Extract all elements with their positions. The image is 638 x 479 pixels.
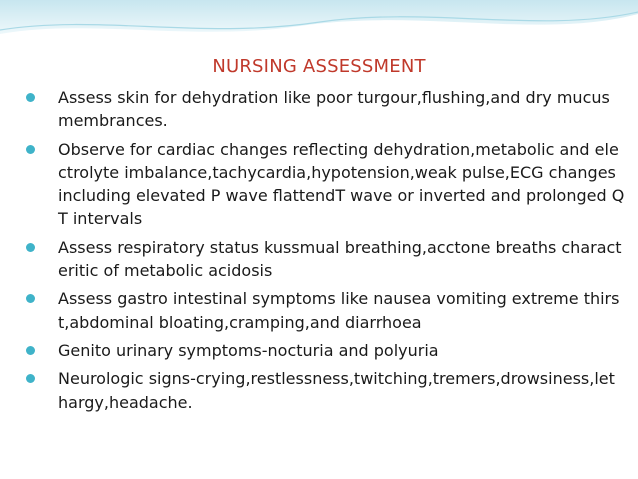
list-item xyxy=(20,86,625,133)
bullet-icon xyxy=(26,346,35,355)
list-item-text: Assess gastro intestinal symptoms like nausea vomiting extreme thirst,abdominal bloating,cramping,and diarrhoea xyxy=(58,289,620,332)
list-item xyxy=(20,367,625,414)
page-title: NURSING ASSESSMENT xyxy=(212,56,426,77)
bullet-list xyxy=(20,86,625,419)
bullet-icon xyxy=(26,374,35,383)
bullet-icon xyxy=(26,243,35,252)
band-fill xyxy=(0,0,638,34)
list-item-text: Assess respiratory status kussmual breathing,acctone breaths characteritic of metabolic acidosis xyxy=(58,237,622,281)
list-item-text: Neurologic signs-crying,restlessness,twitching,tremers,drowsiness,lethargy,headache. xyxy=(58,369,615,412)
bullet-icon xyxy=(26,93,35,102)
list-item-text: Observe for cardiac changes reflecting dehydration,metabolic and electrolyte imbalance,tachycardia,hypotension,weak pulse,ECG changes including elevated P wave flattendT wave or inverted and prolonged QT intervals xyxy=(58,139,625,229)
list-item xyxy=(20,236,625,283)
list-item xyxy=(20,339,625,362)
decorative-header-band xyxy=(0,0,638,50)
list-item xyxy=(20,138,625,231)
list-item xyxy=(20,287,625,334)
bullet-icon xyxy=(26,145,35,154)
list-item-text: Assess skin for dehydration like poor turgour,flushing,and dry mucus membrances. xyxy=(58,88,610,131)
bullet-icon xyxy=(26,294,35,303)
list-item-text: Genito urinary symptoms-nocturia and polyuria xyxy=(58,340,439,360)
